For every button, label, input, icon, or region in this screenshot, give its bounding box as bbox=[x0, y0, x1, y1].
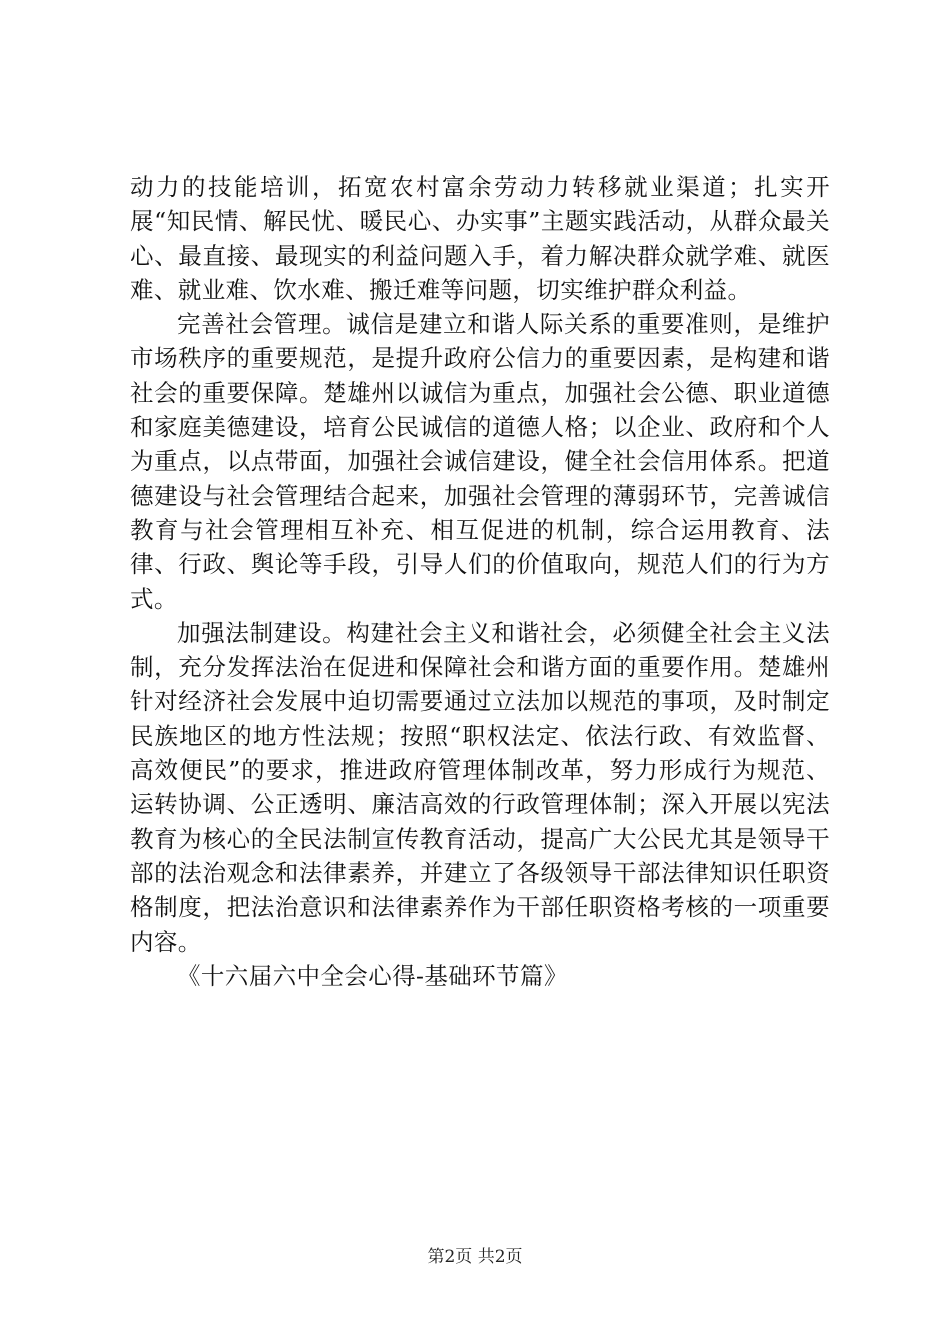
paragraph-continuation: 动力的技能培训，拓宽农村富余劳动力转移就业渠道；扎实开展“知民情、解民忧、暖民心、办实事”主题实践活动，从群众最关心、最直接、最现实的利益问题入手，着力解决群众就学难、就医难、就业难、饮水难、搬迁难等问题，切实维护群众利益。 bbox=[130, 173, 830, 304]
paragraph-social-management: 完善社会管理。诚信是建立和谐人际关系的重要准则，是维护市场秩序的重要规范，是提升政府公信力的重要因素，是构建和谐社会的重要保障。楚雄州以诚信为重点，加强社会公德、职业道德和家庭美德建设，培育公民诚信的道德人格；以企业、政府和个人为重点，以点带面，加强社会诚信建设，健全社会信用体系。把道德建设与社会管理结合起来，加强社会管理的薄弱环节，完善诚信教育与社会管理相互补充、相互促进的机制，综合运用教育、法律、行政、舆论等手段，引导人们的价值取向，规范人们的行为方式。 bbox=[130, 310, 830, 613]
document-title-reference: 《十六届六中全会心得-基础环节篇》 bbox=[177, 961, 568, 990]
paragraph-legal-construction: 加强法制建设。构建社会主义和谐社会，必须健全社会主义法制，充分发挥法治在促进和保障社会和谐方面的重要作用。楚雄州针对经济社会发展中迫切需要通过立法加以规范的事项，及时制定民族地区的地方性法规；按照“职权法定、依法行政、有效监督、高效便民”的要求，推进政府管理体制改革，努力形成行为规范、运转协调、公正透明、廉洁高效的行政管理体制；深入开展以宪法教育为核心的全民法制宣传教育活动，提高广大公民尤其是领导干部的法治观念和法律素养，并建立了各级领导干部法律知识任职资格制度，把法治意识和法律素养作为干部任职资格考核的一项重要内容。 bbox=[130, 618, 830, 956]
page-number-footer: 第2页 共2页 bbox=[427, 1247, 523, 1267]
document-body bbox=[130, 170, 830, 993]
